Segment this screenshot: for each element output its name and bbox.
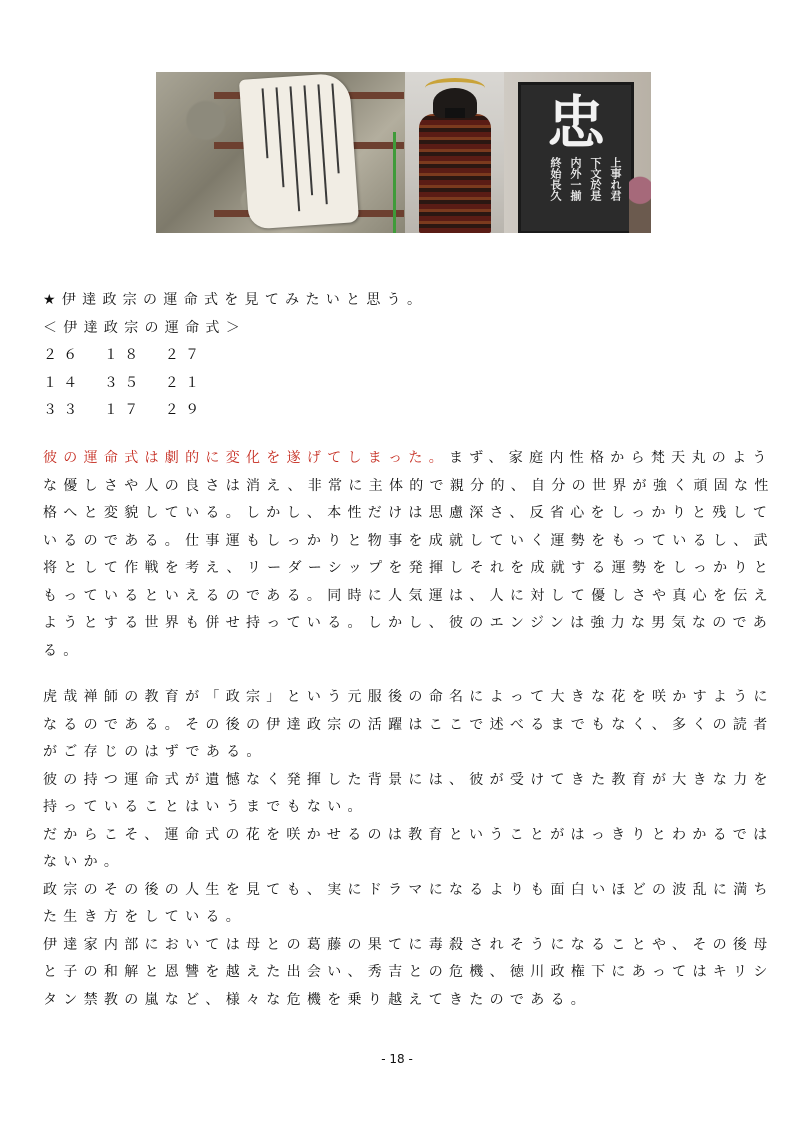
paragraph-text: まず、家庭内性格から梵天丸のよう (449, 450, 773, 466)
calligraphy-main-character: 忠 (546, 89, 605, 157)
paragraph-line: 持っていることはいうまでもない。 (43, 799, 368, 815)
calligraphy-photo (504, 72, 651, 233)
formula-row: ３３ １７ ２９ (43, 402, 206, 418)
paragraph-line (43, 445, 773, 473)
paragraph-line: 政宗のその後の人生を見ても、実にドラマになるよりも面白いほどの波乱に満ち (43, 881, 774, 898)
paragraph-line: 格へと変貌している。しかし、本性だけは思慮深さ、反省心をしっかりと残して (43, 505, 774, 521)
paragraph-line: た生き方をしている。 (43, 909, 246, 925)
paragraph-line: ないか。 (43, 854, 125, 870)
paragraph-line: ようとする世界も併せ持っている。しかし、彼のエンジンは強力な男気なのであ (43, 615, 774, 631)
page-number: - 18 - (381, 1052, 413, 1066)
calligraphy-column: 下文於是 (589, 157, 602, 201)
flower-decoration (629, 172, 651, 233)
paragraph-2 (43, 684, 774, 1014)
green-stake (393, 132, 396, 233)
paragraph-1 (43, 445, 775, 665)
intro-section (43, 287, 749, 425)
paragraph-line: る。 (43, 642, 84, 659)
stone-plaque-photo (156, 72, 405, 233)
paragraph-line: と子の和解と恩讐を越えた出会い、秀吉との危機、徳川政権下にあってはキリシ (43, 964, 774, 980)
intro-title: ★伊達政宗の運命式を見てみたいと思う。 (43, 292, 428, 308)
highlight-text: 彼の運命式は劇的に変化を遂げてしまった。 (43, 450, 449, 466)
formula-label: ＜伊達政宗の運命式＞ (43, 319, 246, 336)
paragraph-line: 将として作戦を考え、リーダーシップを発揮しそれを成就する運勢をしっかりと (43, 560, 775, 576)
calligraphy-column: 上事れ君 (609, 157, 622, 201)
paragraph-line: 彼の持つ運命式が遺憾なく発揮した背景には、彼が受けてきた教育が大きな力を (43, 771, 774, 788)
armor-body (419, 114, 491, 233)
formula-row: １４ ３５ ２１ (43, 374, 206, 391)
paragraph-line: 伊達家内部においては母との葛藤の果てに毒殺されそうになることや、その後母 (43, 936, 774, 953)
calligraphy-column: 内外一揃 (569, 157, 582, 201)
paragraph-line: な優しさや人の良さは消え、非常に主体的で親分的、自分の世界が強く頑固な性 (43, 477, 775, 494)
paragraph-line: だからこそ、運命式の花を咲かせるのは教育ということがはっきりとわかるでは (43, 826, 774, 843)
formula-row: ２６ １８ ２７ (43, 347, 206, 363)
paragraph-line: なるのである。その後の伊達政宗の活躍はここで述べるまでもなく、多くの読者 (43, 716, 774, 733)
calligraphy-column: 終始長久 (549, 157, 562, 201)
paragraph-line: 虎哉禅師の教育が「政宗」という元服後の命名によって大きな花を咲かすように (43, 689, 774, 705)
samurai-armor-photo (405, 72, 504, 233)
face-mask (445, 108, 465, 118)
paragraph-line: いるのである。仕事運もしっかりと物事を成就していく運勢をもっているし、武 (43, 532, 774, 549)
paragraph-line: タン禁教の嵐など、様々な危機を乗り越えてきたのである。 (43, 991, 592, 1008)
paragraph-line: もっているといえるのである。同時に人気運は、人に対して優しさや真心を伝え (43, 587, 774, 604)
handwritten-plaque (239, 72, 359, 229)
paragraph-line: がご存じのはずである。 (43, 744, 267, 760)
photo-strip (156, 72, 651, 233)
calligraphy-frame (518, 82, 634, 233)
